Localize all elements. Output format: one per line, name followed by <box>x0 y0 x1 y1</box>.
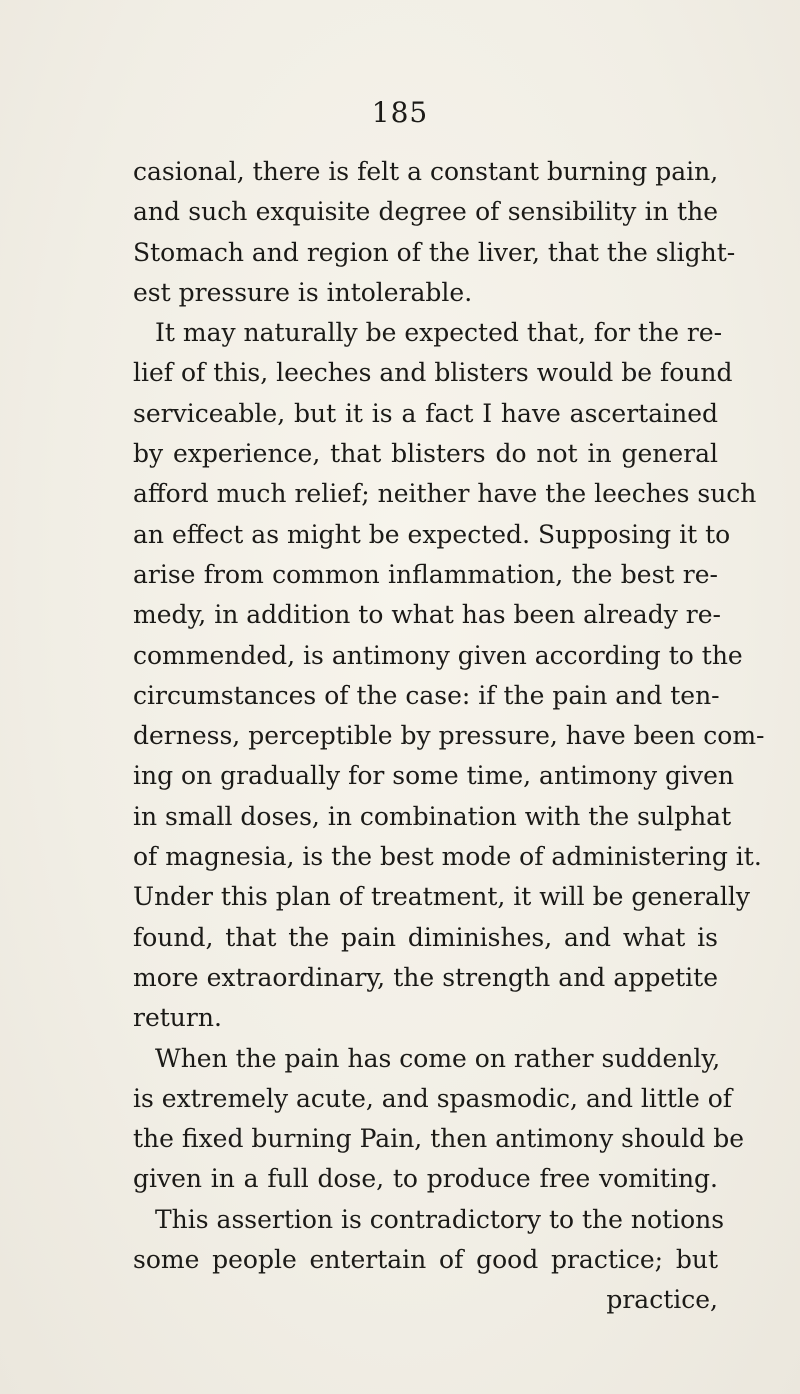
text-line: Under this plan of treatment, it will be generally <box>133 882 751 912</box>
text-line: medy, in addition to what has been already re- <box>133 600 721 630</box>
text-line: arise from common inflammation, the best re- <box>133 559 718 589</box>
text-line: by experience, that blisters do not in general <box>133 439 718 469</box>
text-line: and such exquisite degree of sensibility in the <box>133 197 718 227</box>
page-number: 185 <box>371 96 429 129</box>
text-line: commended, is antimony given according to the <box>133 640 743 670</box>
body-text <box>133 152 765 1321</box>
text-line: ing on gradually for some time, antimony given <box>133 761 735 791</box>
text-line: given in a full dose, to produce free vomiting. <box>133 1164 718 1194</box>
text-line: is extremely acute, and spasmodic, and little of <box>133 1083 733 1113</box>
text-line: lief of this, leeches and blisters would be found <box>133 358 733 388</box>
text-line: This assertion is contradictory to the notions <box>155 1204 725 1234</box>
text-line: derness, perceptible by pressure, have been com- <box>133 721 765 751</box>
text-line: return. <box>133 1003 222 1033</box>
text-line: some people entertain of good practice; but <box>133 1245 718 1275</box>
catchword: practice, <box>606 1285 718 1315</box>
text-line: serviceable, but it is a fact I have ascertained <box>133 398 718 428</box>
text-line: of magnesia, is the best mode of administering it. <box>133 842 762 872</box>
text-line: more extraordinary, the strength and appetite <box>133 962 718 992</box>
text-line: found, that the pain diminishes, and what is <box>133 922 718 952</box>
text-line: circumstances of the case: if the pain and ten- <box>133 680 720 710</box>
text-line: in small doses, in combination with the sulphat <box>133 801 732 831</box>
text-line: casional, there is felt a constant burning pain, <box>133 157 719 186</box>
text-line: an effect as might be expected. Supposing it to <box>133 519 731 549</box>
text-line: the fixed burning Pain, then antimony should be <box>133 1124 744 1154</box>
text-line: It may naturally be expected that, for the re- <box>155 318 723 348</box>
text-line: afford much relief; neither have the leeches such <box>133 479 757 509</box>
text-line: Stomach and region of the liver, that the slight- <box>133 237 736 267</box>
text-line: est pressure is intolerable. <box>133 277 473 307</box>
text-line: When the pain has come on rather suddenly, <box>155 1043 721 1073</box>
